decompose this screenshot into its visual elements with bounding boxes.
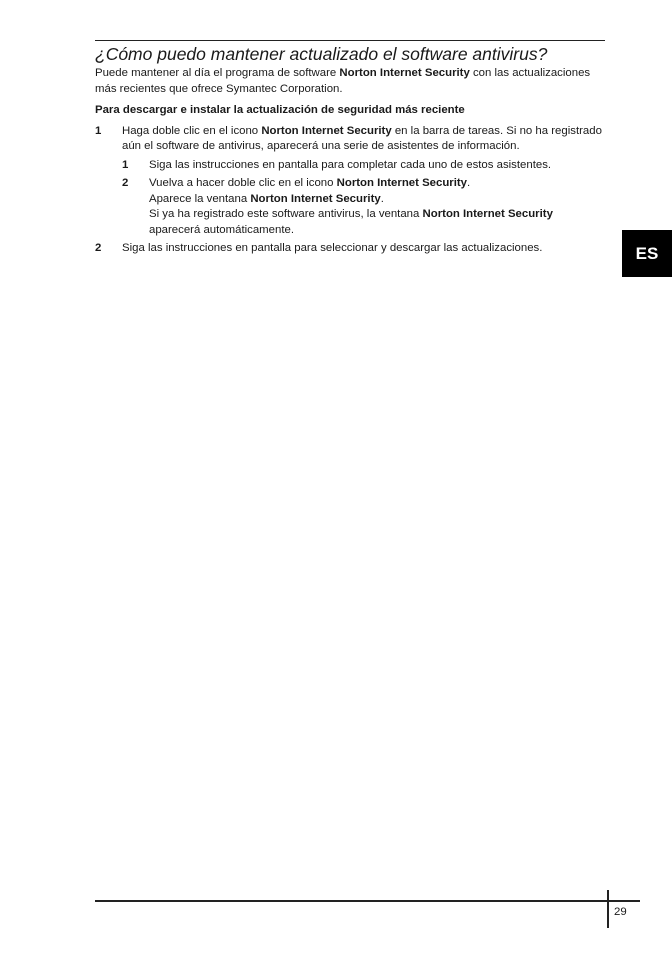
substep-text-part: . <box>380 192 384 205</box>
step-1 <box>95 124 607 155</box>
footer-divider <box>607 890 609 928</box>
substep-number: 2 <box>122 177 129 189</box>
product-name: Norton Internet Security <box>336 177 468 189</box>
language-tab: ES <box>622 230 672 277</box>
substep-2 <box>95 176 607 238</box>
substep-line <box>149 207 607 238</box>
intro-text: Puede mantener al día el programa de software <box>95 67 340 79</box>
substep-text <box>149 176 607 238</box>
substep-1 <box>95 158 607 174</box>
substep-line <box>149 176 607 192</box>
footer-rule <box>95 900 640 902</box>
substep-text-part: Si ya ha registrado este software antivirus, la ventana <box>149 208 423 220</box>
section-heading: ¿Cómo puedo mantener actualizado el software antivirus? <box>95 44 548 64</box>
header-rule <box>95 40 605 41</box>
product-name: Norton Internet Security <box>339 67 470 79</box>
step-number: 1 <box>95 124 102 137</box>
step-text-part: Haga doble clic en el icono <box>122 124 262 137</box>
intro-paragraph <box>95 66 607 97</box>
step-text-part: en la barra de tareas. Si no ha registrado aún el software de antivirus, aparecerá una serie de asistentes de información. <box>122 124 602 152</box>
substep-text-part: . <box>467 177 471 189</box>
step-2 <box>95 241 607 257</box>
substep-text-part: Vuelva a hacer doble clic en el icono <box>149 177 337 189</box>
step-text: Siga las instrucciones en pantalla para seleccionar y descargar las actualizaciones. <box>122 242 543 254</box>
substep-line <box>149 192 607 208</box>
substep-number: 1 <box>122 158 129 171</box>
page-number: 29 <box>614 906 627 918</box>
substep-text: Siga las instrucciones en pantalla para completar cada uno de estos asistentes. <box>149 158 552 171</box>
intro-text: con las actualizaciones más recientes que ofrece Symantec Corporation. <box>95 67 591 95</box>
substep-text-part: aparecerá automáticamente. <box>149 223 294 236</box>
product-name: Norton Internet Security <box>250 192 381 205</box>
step-text <box>122 124 607 155</box>
step-number: 2 <box>95 242 102 254</box>
procedure-subheading: Para descargar e instalar la actualización de seguridad más reciente <box>95 104 465 116</box>
product-name: Norton Internet Security <box>261 124 392 137</box>
substep-text-part: Aparece la ventana <box>149 192 251 205</box>
product-name: Norton Internet Security <box>422 208 553 220</box>
main-content <box>95 43 607 260</box>
